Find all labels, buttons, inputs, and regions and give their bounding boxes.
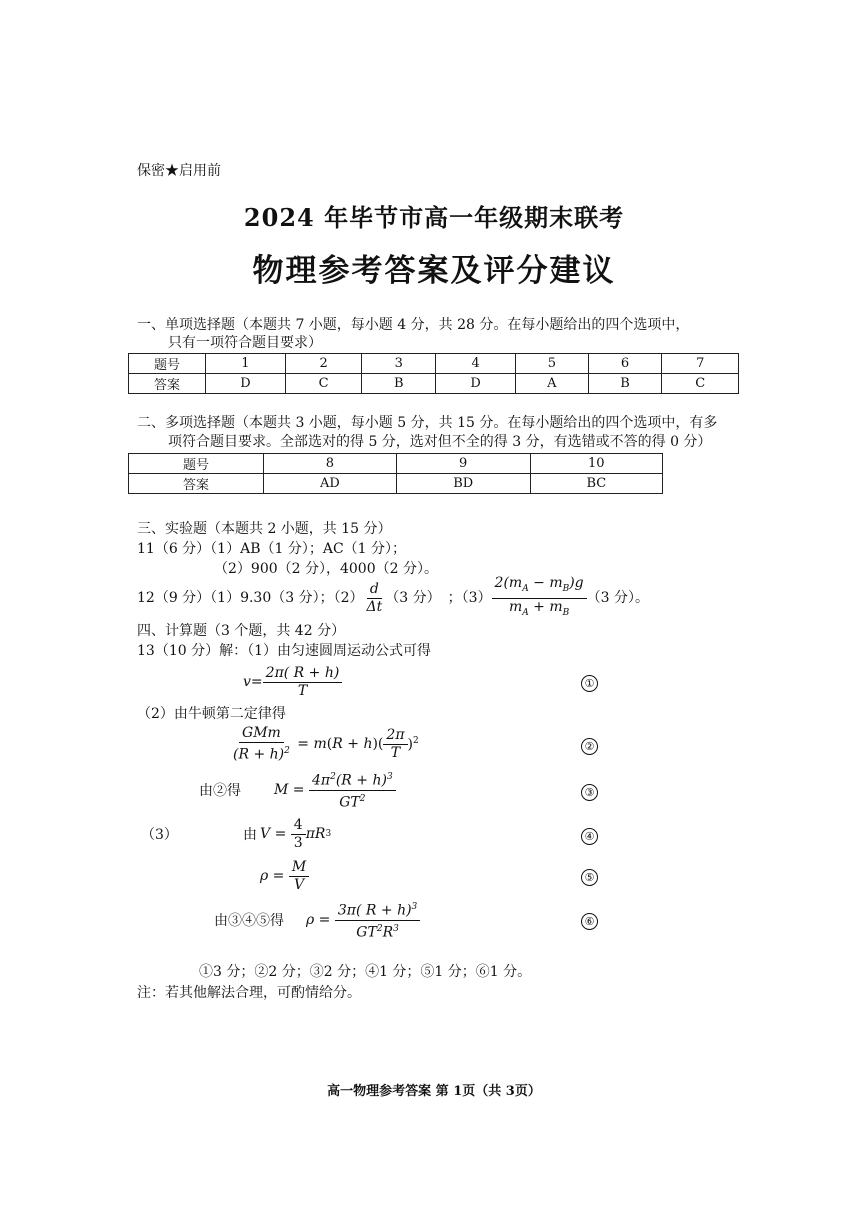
part2-label: （2）由牛顿第二定律得 xyxy=(137,706,286,722)
question-number: 9 xyxy=(396,454,530,474)
equation-mark-6: ⑥ xyxy=(580,911,599,930)
part3-label: （3） xyxy=(141,827,178,843)
section2-heading: 二、多项选择题（本题共 3 小题，每小题 5 分，共 15 分。在每小题给出的四个选项中，有多 xyxy=(137,415,718,431)
q12-mid: （3 分） ；（3） xyxy=(385,590,492,606)
answer-cell: BD xyxy=(396,474,530,494)
question-number: 6 xyxy=(588,354,662,374)
page-footer: 高一物理参考答案 第 1页（共 3页） xyxy=(327,1084,541,1099)
question-number: 5 xyxy=(516,354,589,374)
equation-mark-1: ① xyxy=(580,673,599,692)
density-result-equation: ρ = $\frac{3\pi( R + h)^3}{GT^2R^3}$ xyxy=(306,899,420,941)
q11-answer-line1: 11（6 分）（1）AB（1 分）；AC（1 分）； xyxy=(137,541,407,557)
document-title: 物理参考答案及评分建议 xyxy=(252,253,616,289)
answer-cell: AD xyxy=(264,474,397,494)
d-over-delta-t-formula: $\frac{d}{\Delta t}$ xyxy=(366,580,383,615)
answer-cell: BC xyxy=(530,474,662,494)
question-number: 1 xyxy=(206,354,286,374)
section1-heading: 一、单项选择题（本题共 7 小题，每小题 4 分，共 28 分。在每小题给出的四个选项中， xyxy=(137,317,690,333)
multi-choice-answer-table xyxy=(128,453,663,494)
section3-heading: 三、实验题（本题共 2 小题，共 15 分） xyxy=(137,521,392,537)
question-number: 4 xyxy=(436,354,516,374)
from-eq345-label: 由③④⑤得 xyxy=(214,913,284,929)
answer-cell: A xyxy=(516,374,589,394)
table-row xyxy=(129,354,739,374)
acceleration-formula: $\frac{2(m_A - m_B)g}{m_A + m_B}$ xyxy=(492,575,587,622)
question-number: 8 xyxy=(264,454,397,474)
equation-mark-4: ④ xyxy=(580,826,599,845)
q12-suffix: （3 分）。 xyxy=(586,590,650,606)
row-label: 答案 xyxy=(129,474,264,494)
row-label: 题号 xyxy=(129,354,206,374)
gravitation-equation: $\frac{\text{GMm}}{(R + h)^2}$ = m(R + h)( $\frac{2\pi}{T}$ )$^2$ xyxy=(233,724,419,763)
equation-mark-3: ③ xyxy=(580,782,599,801)
table-row xyxy=(129,374,739,394)
table-row xyxy=(129,474,663,494)
question-number: 2 xyxy=(285,354,362,374)
volume-equation: V = $\frac{4}{3}$ πR 3 xyxy=(260,816,332,851)
question-number: 10 xyxy=(530,454,662,474)
single-choice-answer-table xyxy=(128,353,739,394)
q12-answer-line xyxy=(137,576,649,620)
answer-cell: D xyxy=(206,374,286,394)
table-row xyxy=(129,454,663,474)
q12-prefix: 12（9 分）（1）9.30（3 分）；（2） xyxy=(137,590,364,606)
from-label: 由 xyxy=(243,827,257,843)
answer-cell: C xyxy=(285,374,362,394)
row-label: 答案 xyxy=(129,374,206,394)
equation-mark-5: ⑤ xyxy=(580,867,599,886)
section1-heading-cont: 只有一项符合题目要求） xyxy=(168,335,322,351)
section4-heading: 四、计算题（3 个题，共 42 分） xyxy=(137,623,346,639)
density-equation: ρ = $\frac{M}{V}$ xyxy=(260,855,309,897)
answer-cell: D xyxy=(436,374,516,394)
from-eq2-label: 由②得 xyxy=(199,783,241,799)
question-number: 3 xyxy=(362,354,436,374)
answer-cell: B xyxy=(362,374,436,394)
velocity-equation: v = $\frac{2\pi( R + h)}{T}$ xyxy=(243,662,342,702)
q11-answer-line2: （2）900（2 分），4000（2 分）。 xyxy=(214,561,438,577)
question-number: 7 xyxy=(662,354,739,374)
grading-note: 注：若其他解法合理，可酌情给分。 xyxy=(137,985,361,1001)
row-label: 题号 xyxy=(129,454,264,474)
mass-equation: M = $\frac{4\pi^2(R + h)^3}{GT^2}$ xyxy=(274,769,396,811)
q13-intro: 13（10 分）解：（1）由匀速圆周运动公式可得 xyxy=(137,643,431,659)
answer-cell: B xyxy=(588,374,662,394)
confidential-label: 保密★启用前 xyxy=(137,163,221,179)
exam-title: 2024 年毕节市高一年级期末联考 xyxy=(243,203,625,232)
answer-cell: C xyxy=(662,374,739,394)
equation-mark-2: ② xyxy=(580,736,599,755)
scoring-breakdown: ①3 分；②2 分；③2 分；④1 分；⑤1 分；⑥1 分。 xyxy=(199,964,532,980)
section2-heading-cont: 项符合题目要求。全部选对的得 5 分，选对但不全的得 3 分，有选错或不答的得 0 分） xyxy=(168,434,712,450)
